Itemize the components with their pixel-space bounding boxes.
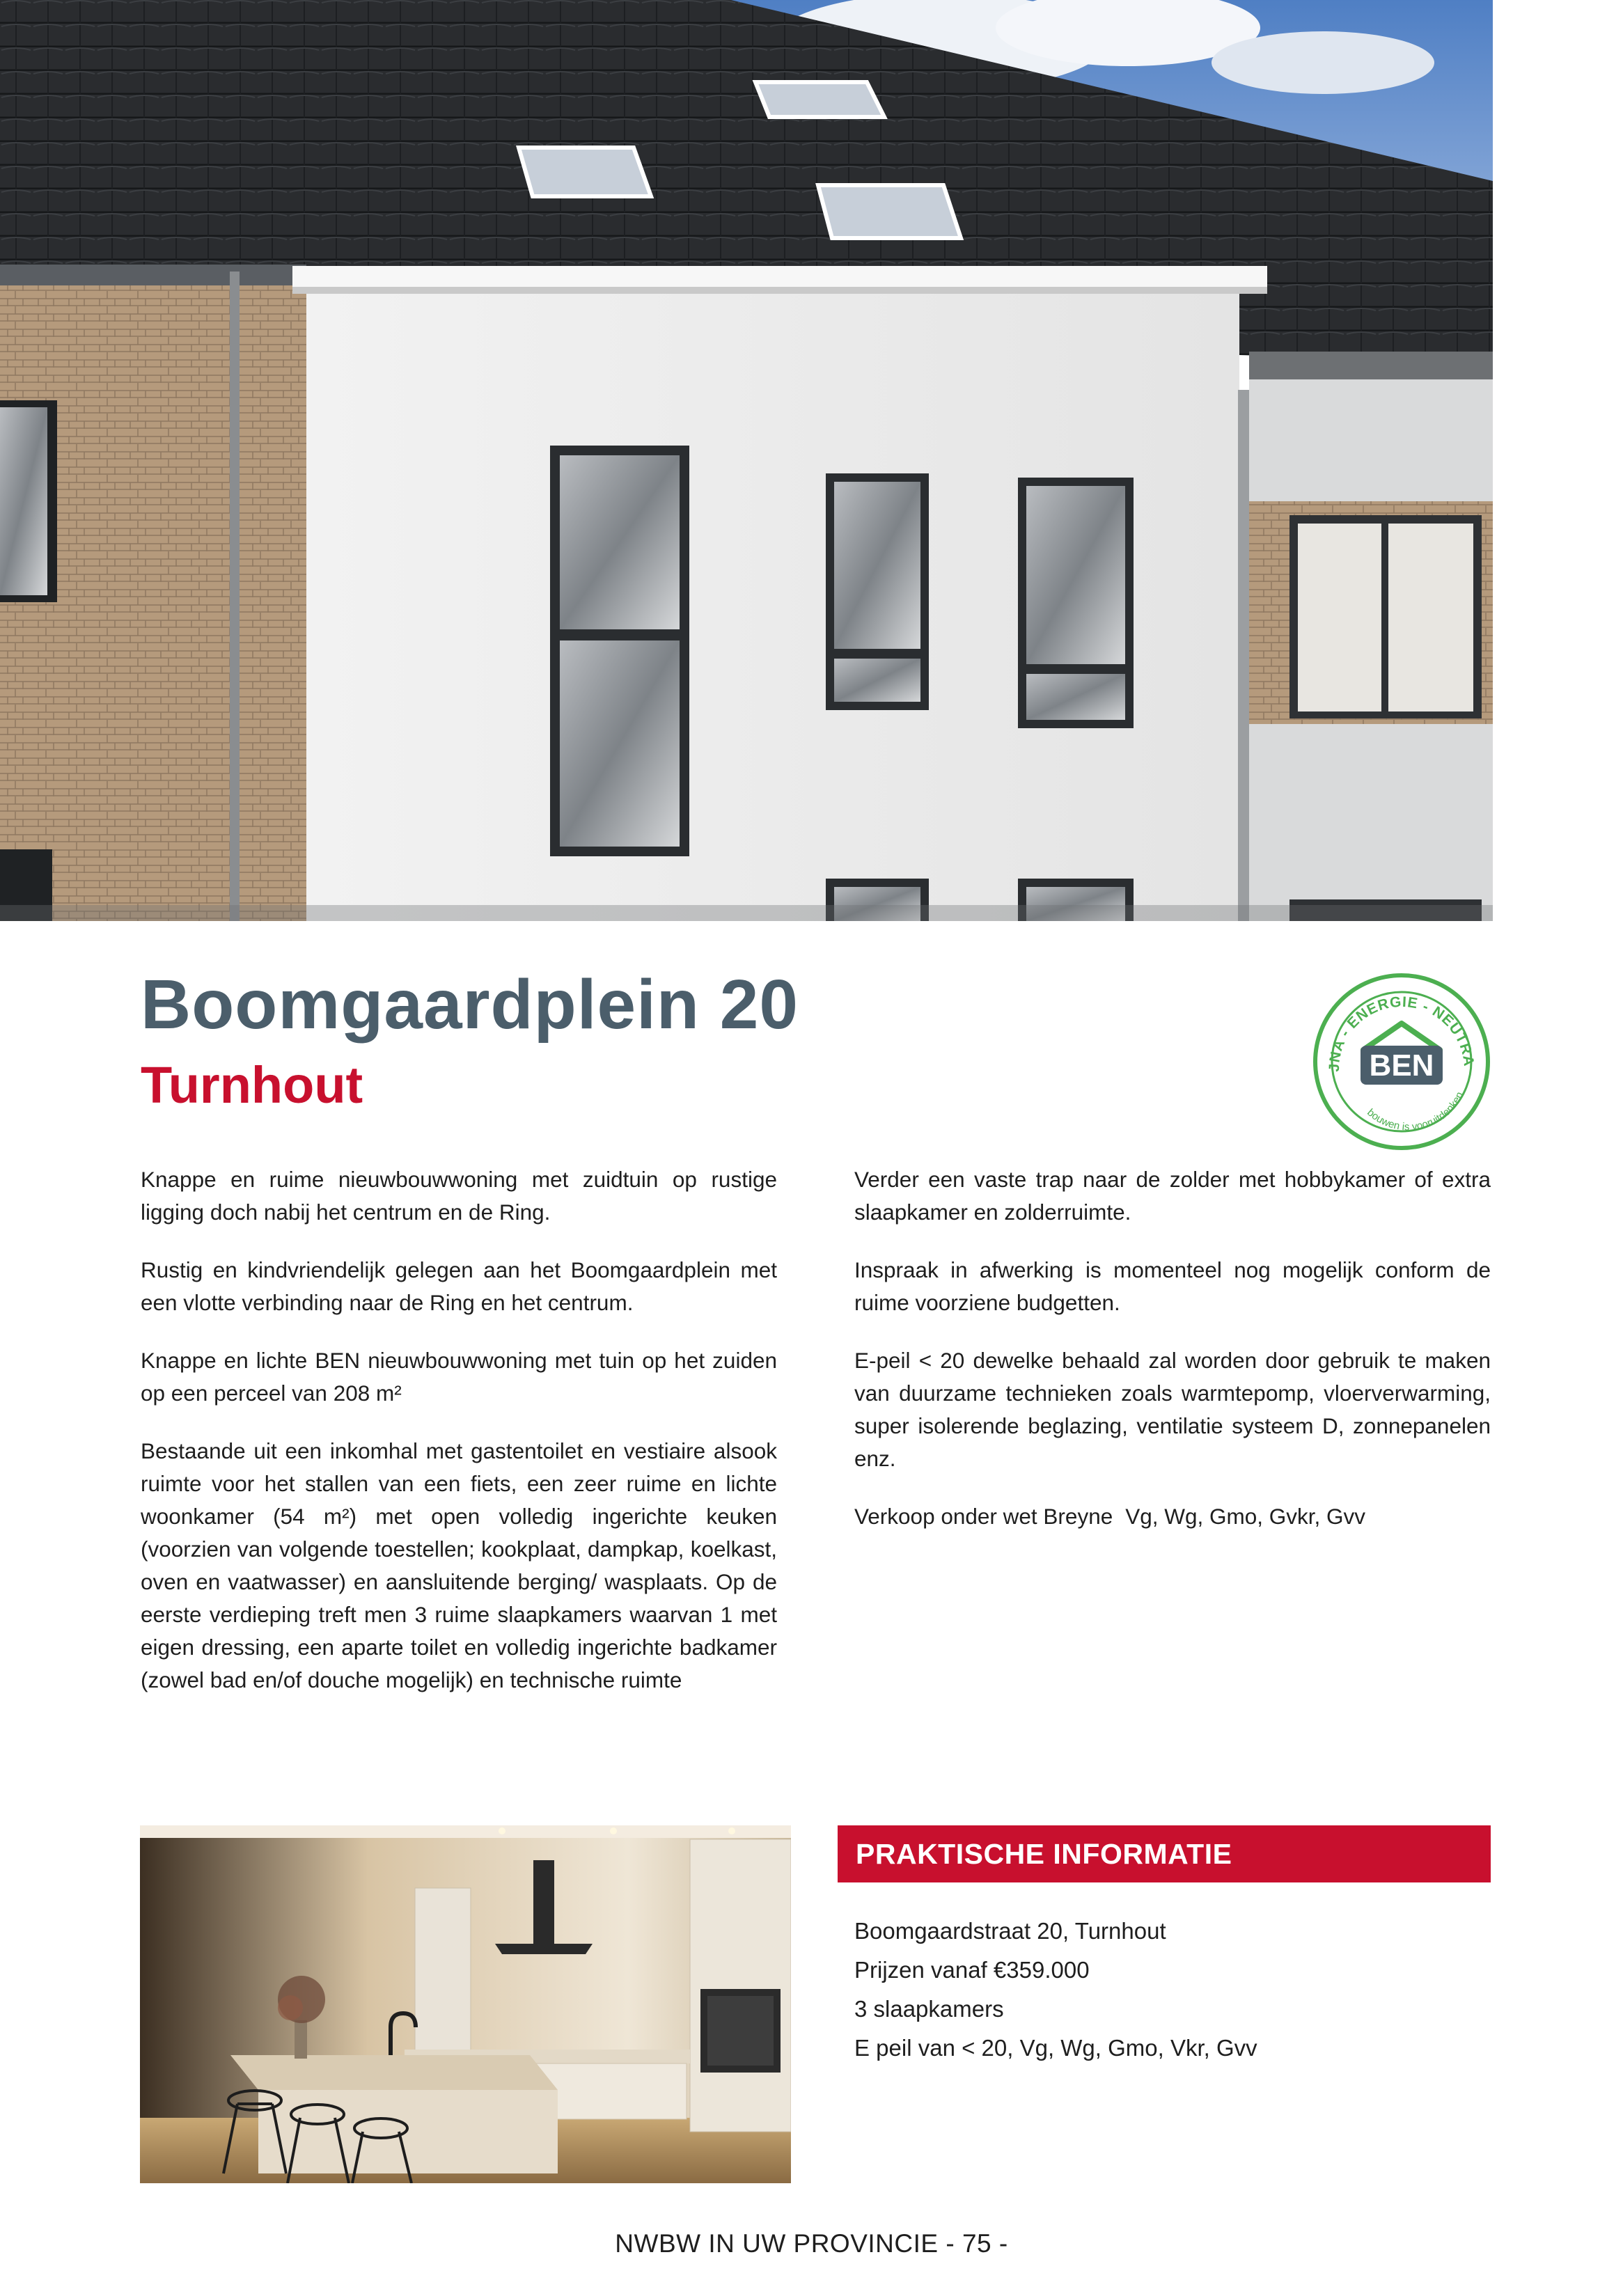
paragraph: Verder een vaste trap naar de zolder met hobbykamer of extra slaapkamer en zolderruimte. (854, 1167, 1491, 1225)
paragraph: Inspraak in afwerking is momenteel nog mogelijk conform de ruime voorziene budgetten. (854, 1257, 1491, 1315)
paragraph: Rustig en kindvriendelijk gelegen aan het Boomgaardplein met een vlotte verbinding naar de Ring en het centrum. (141, 1257, 777, 1315)
practical-info-header: PRAKTISCHE INFORMATIE (838, 1825, 1491, 1882)
breyne-label: Verkoop onder wet Breyne (854, 1504, 1113, 1529)
breyne-codes: Vg, Wg, Gmo, Gvkr, Gvv (1125, 1504, 1366, 1529)
info-energy: E peil van < 20, Vg, Wg, Gmo, Vkr, Gvv (854, 2035, 1257, 2061)
house-facade-photo (0, 0, 1493, 921)
breyne-line (854, 1500, 1491, 1533)
property-title: Boomgaardplein 20 (141, 966, 799, 1044)
paragraph: Bestaande uit een inkomhal met gastentoilet en vestiaire alsook ruimte voor het stallen van een fiets, een zeer ruime en lichte woonkamer (54 m²) met open volledig ingerichte keuken (voorzien van volgende toestellen; kookplaat, dampkap, koelkast, oven en vaatwasser) en aansluitende berging/ wasplaats. Op de eerste verdieping treft men 3 ruime slaapkamers waarvan 1 met eigen dressing, een aparte toilet en volledig ingerichte badkamer (zowel bad en/of douche mogelijk) en technische ruimte (141, 1438, 777, 1692)
description-left-column (141, 1163, 777, 1722)
practical-info-list (854, 1912, 1491, 2068)
description-right-column (854, 1163, 1491, 1558)
paragraph: E-peil < 20 dewelke behaald zal worden door gebruik te maken van duurzame technieken zoals warmtepomp, vloerverwarming, super isolerende beglazing, ventilatie systeem D, zonnepanelen enz. (854, 1348, 1491, 1471)
paragraph: Knappe en ruime nieuwbouwwoning met zuidtuin op rustige ligging doch nabij het centrum en de Ring. (141, 1167, 777, 1225)
info-price: Prijzen vanaf €359.000 (854, 1957, 1090, 1983)
info-bedrooms: 3 slaapkamers (854, 1996, 1004, 2022)
info-address: Boomgaardstraat 20, Turnhout (854, 1918, 1166, 1944)
badge-arc-text: JNA - ENERGIE - NEUTRA (1326, 993, 1477, 1072)
property-city: Turnhout (141, 1056, 363, 1114)
ben-energy-badge (1313, 973, 1490, 1150)
paragraph: Knappe en lichte BEN nieuwbouwwoning met tuin op het zuiden op een perceel van 208 m² (141, 1348, 777, 1406)
badge-tagline: bouwen is vooruitdenken (1365, 1090, 1466, 1133)
badge-logo-text: BEN (1369, 1048, 1434, 1083)
page-footer: NWBW IN UW PROVINCIE - 75 - (615, 2229, 1008, 2258)
kitchen-photo (140, 1825, 791, 2183)
